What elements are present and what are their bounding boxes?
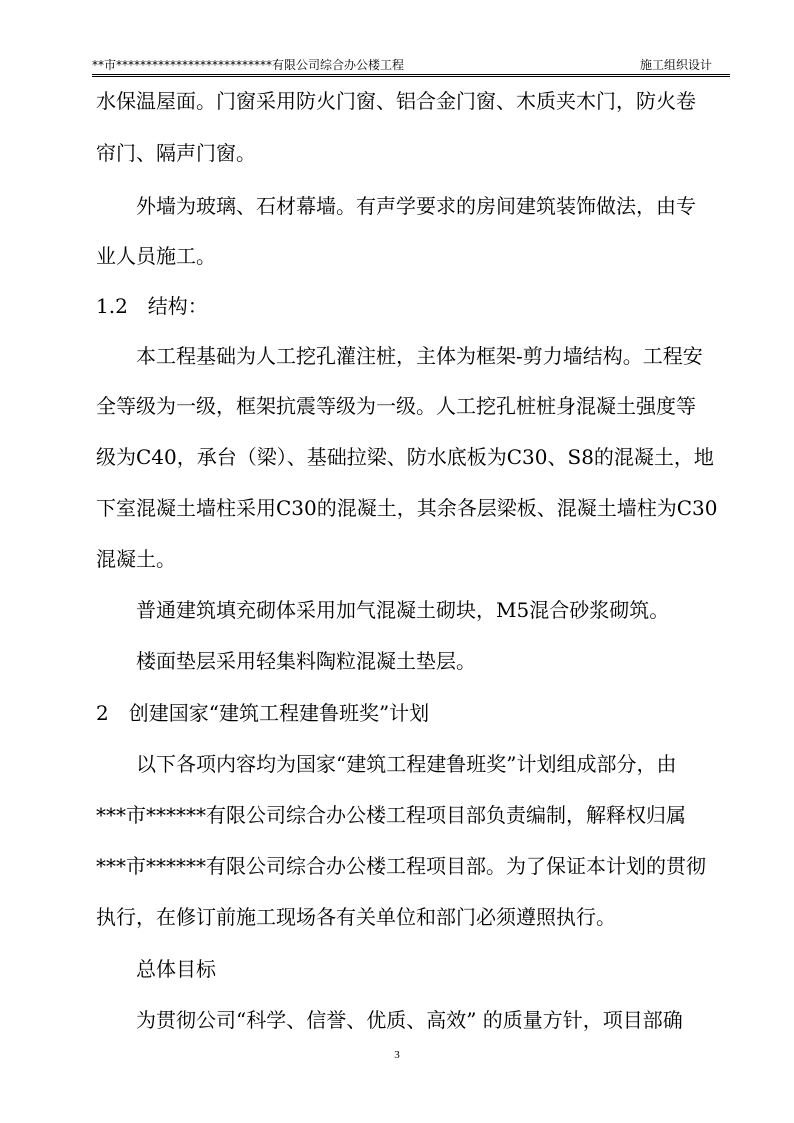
subheading: 总体目标	[136, 957, 216, 981]
page-header	[92, 57, 730, 75]
body-line: 混凝土。	[96, 547, 176, 571]
section-heading: 1.2 结构：	[96, 294, 208, 318]
header-doc-type: 施工组织设计	[639, 58, 712, 72]
body-line: 水保温屋面。门窗采用防火门窗、铝合金门窗、木质夹木门，防火卷	[96, 89, 696, 113]
header-rule	[92, 76, 730, 77]
body-line: 外墙为玻璃、石材幕墙。有声学要求的房间建筑装饰做法，由专	[136, 194, 696, 218]
body-line: 楼面垫层采用轻集料陶粒混凝土垫层。	[136, 649, 476, 673]
body-line: 全等级为一级，框架抗震等级为一级。人工挖孔桩桩身混凝土强度等	[96, 394, 696, 418]
body-line: 执行，在修订前施工现场各有关单位和部门必须遵照执行。	[96, 905, 616, 929]
body-line: ***市******有限公司综合办公楼工程项目部负责编制，解释权归属	[96, 803, 686, 827]
body-line: 级为C40，承台（梁）、基础拉梁、防水底板为C30、S8的混凝土，地	[96, 445, 714, 469]
page-number: 3	[394, 1049, 400, 1061]
body-line: 业人员施工。	[96, 244, 216, 268]
body-line: 为贯彻公司“科学、信誉、优质、高效” 的质量方针，项目部确	[136, 1008, 683, 1032]
body-line: 下室混凝土墙柱采用C30的混凝土，其余各层梁板、混凝土墙柱为C30	[96, 496, 718, 520]
section-heading: 2 创建国家“建筑工程建鲁班奖”计划	[96, 701, 430, 725]
body-line: 以下各项内容均为国家“建筑工程建鲁班奖”计划组成部分，由	[136, 752, 677, 776]
body-line: 普通建筑填充砌体采用加气混凝土砌块，M5混合砂浆砌筑。	[136, 598, 670, 622]
body-line: 本工程基础为人工挖孔灌注桩，主体为框架-剪力墙结构。工程安	[136, 344, 703, 368]
body-line: ***市******有限公司综合办公楼工程项目部。为了保证本计划的贯彻	[96, 854, 706, 878]
header-project-title: **市**************************有限公司综合办公楼工程	[92, 58, 405, 72]
body-line: 帘门、隔声门窗。	[96, 141, 256, 165]
